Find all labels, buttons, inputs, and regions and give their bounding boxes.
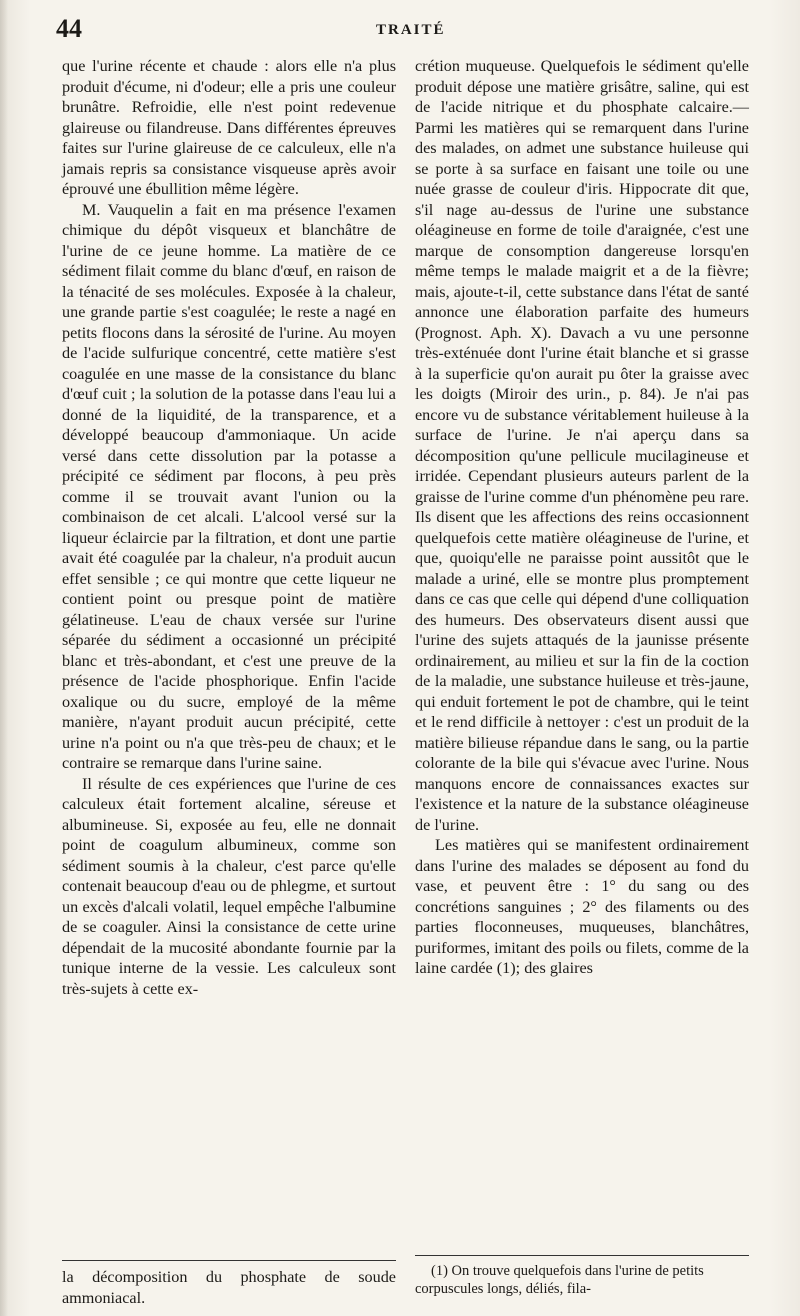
left-column-continuation [62,1268,396,1308]
running-title: TRAITÉ [376,22,446,38]
footnote: (1) On trouve quelquefois dans l'urine de petits corpuscules longs, déliés, fila- [415,1263,704,1297]
continuation-text: la décomposition du phosphate de soude ammoniacal. [62,1268,396,1307]
page-header [56,14,776,58]
footnote-divider [415,1255,749,1256]
right-column [415,56,749,979]
paragraph: crétion muqueuse. Quelquefois le sédiment qu'elle produit dépose une matière grisâtre, saline, qui est de l'acide nitrique et du phosphate calcaire.— Parmi les matières qui se remarquent dans l'urine des malades, on admet une substance huileuse qui se porte à sa surface en faisant une toile ou une nuée grasse de couleur d'iris. Hippocrate dit que, s'il nage au-dessus de l'urine une substance oléagineuse en forme de toile d'araignée, c'est une marque de consomption dangereuse lorsqu'en même temps le malade maigrit et a de la fièvre; mais, ajoute-t-il, cette substance dans l'état de santé annonce une élaboration parfaite des humeurs (Prognost. Aph. X). Davach a vu une personne très-exténuée dont l'urine était blanche et si grasse à la superficie qu'on aurait pu ôter la graisse avec les doigts (Miroir des urin., p. 84). Je n'ai pas encore vu de substance véritablement huileuse à la surface de l'urine. Je n'ai aperçu dans sa décomposition qu'une pellicule mucilagineuse et irridée. Cependant plusieurs auteurs parlent de la graisse de l'urine comme d'un phénomène peu rare. Ils disent que les affections des reins occasionnent quelquefois cette matière oléagineuse de l'urine, et que, quoiqu'elle ne paraisse point aussitôt que le malade a uriné, elle se montre plus promptement dans ce cas que celle qui dépend d'une colliquation des humeurs. Des observateurs disent aussi que l'urine des sujets attaqués de la jaunisse présente ordinairement, au milieu et sur la fin de la coction de la maladie, une substance huileuse et très-jaune, qui enduit fortement le pot de chambre, qui le teint et le rend difficile à nettoyer : c'est un produit de la matière bilieuse répandue dans le sang, ou la partie colorante de la bile qui s'évacue avec l'urine. Nous manquons encore de connaissances exactes sur l'existence et la nature de la substance oléagineuse de l'urine. [415,57,749,834]
footnote-block [415,1255,749,1298]
footnote-divider [62,1260,396,1261]
paragraph: M. Vauquelin a fait en ma présence l'examen chimique du dépôt visqueux et blanchâtre de l'urine de ce jeune homme. La matière de ce sédiment filait comme du blanc d'œuf, en raison de la ténacité de ses molécules. Exposée à la chaleur, une grande partie s'est coagulée; le reste a nagé en petits flocons dans la sérosité de l'urine. Au moyen de l'acide sulfurique concentré, cette matière s'est coagulée en une masse de la consistance du blanc d'œuf cuit ; la solution de la potasse dans l'eau lui a donné de la liquidité, de la transparence, et a développé beaucoup d'ammoniaque. Un acide versé dans cette dissolution par la potasse a précipité ce sédiment par flocons, à peu près comme il se trouvait avant l'union ou la combinaison de cet alcali. L'alcool versé sur la liqueur éclaircie par la filtration, et dont une partie avait été coagulée par la chaleur, n'a produit aucun effet sensible ; ce qui montre que cette liqueur ne contient point ou presque point de matière gélatineuse. L'eau de chaux versée sur l'urine séparée du sédiment a occasionné un précipité blanc et très-abondant, et c'est une preuve de la présence de l'acide phosphorique. Enfin l'acide oxalique ou du sucre, employé de la même manière, n'ayant produit aucun précipité, cette urine n'a point ou n'a que très-peu de chaux; et le contraire se remarque dans l'urine saine. [62,200,396,772]
left-column [62,56,396,999]
paragraph: Les matières qui se manifestent ordinairement dans l'urine des malades se déposent au fond du vase, et peuvent être : 1° du sang ou des concrétions sanguines ; 2° des filaments ou des parties floconneuses, muqueuses, blanchâtres, puriformes, imitant des poils ou filets, comme de la laine cardée (1); des glaires [415,836,749,977]
paragraph: Il résulte de ces expériences que l'urine de ces calculeux était fortement alcaline, séreuse et albumineuse. Si, exposée au feu, elle ne donnait point de coagulum albumineux, comme son sédiment soumis à la chaleur, c'est parce qu'elle contenait beaucoup d'eau ou de phlegme, et surtout un excès d'alcali volatil, lequel empêche l'albumine de se coaguler. Ainsi la consistance de cette urine dépendait de la mucosité abondante fournie par la tunique interne de la vessie. Les calculeux sont très-sujets à cette ex- [62,774,396,998]
page-number: 44 [56,14,82,43]
paragraph: que l'urine récente et chaude : alors elle n'a plus produit d'écume, ni d'odeur; elle a pris une couleur brunâtre. Refroidie, elle n'est point redevenue glaireuse ou filandreuse. Dans différentes épreuves faites sur l'urine glaireuse de ce calculeux, elle n'a jamais repris sa consistance visqueuse après avoir éprouvé une ébullition même légère. [62,57,396,198]
page-binding-shadow [0,0,8,1316]
